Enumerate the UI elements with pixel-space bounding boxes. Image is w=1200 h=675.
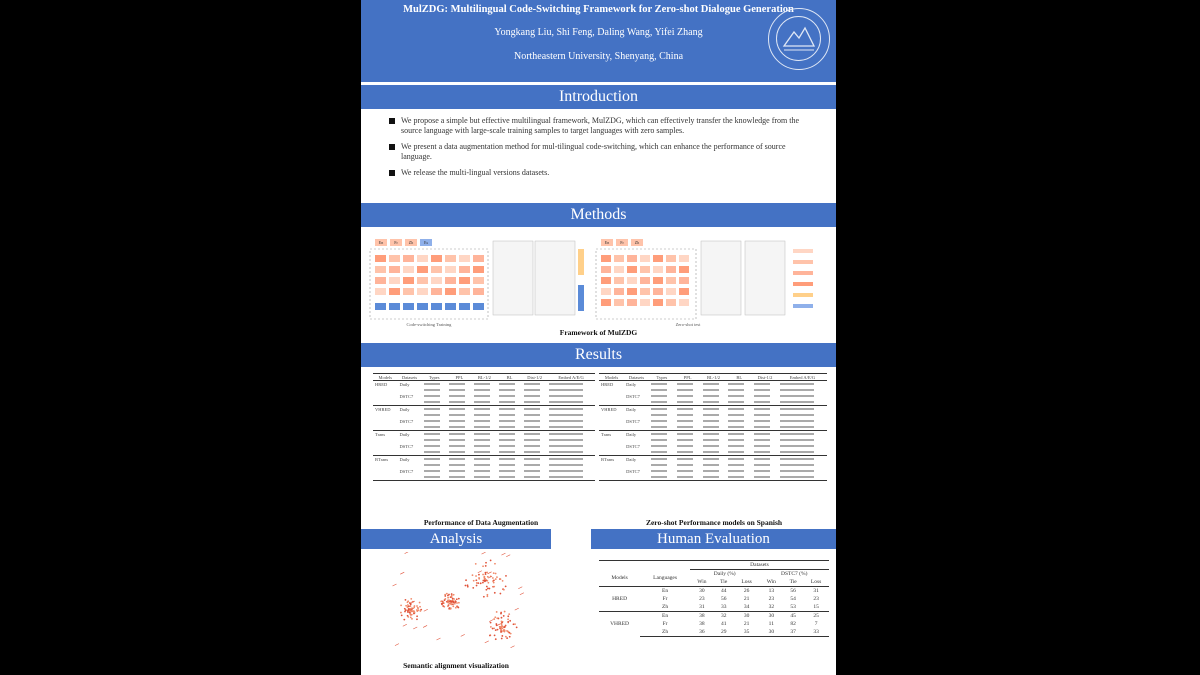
he-value: 44 bbox=[714, 587, 734, 596]
he-value: 21 bbox=[743, 596, 750, 602]
he-value: 30 bbox=[690, 587, 714, 596]
results-cell bbox=[447, 474, 472, 481]
results-dataset: DSTC7 bbox=[626, 418, 640, 424]
results-column-header: PPL bbox=[447, 374, 472, 381]
results-column-header: BL-1/2 bbox=[701, 374, 727, 381]
he-languages-header: Languages bbox=[653, 574, 677, 581]
results-dataset: Daily bbox=[397, 456, 421, 463]
results-column-header: Datasets bbox=[397, 374, 421, 381]
results-dataset: Daily bbox=[397, 431, 421, 438]
he-sub: Win bbox=[697, 579, 707, 585]
he-value: 33 bbox=[720, 604, 727, 610]
results-dataset: DSTC7 bbox=[399, 393, 414, 399]
he-value: 7 bbox=[814, 621, 818, 627]
poster-affiliation: Northeastern University, Shenyang, China bbox=[513, 51, 684, 62]
table-row bbox=[599, 393, 827, 399]
results-dataset: Daily bbox=[624, 406, 649, 413]
table-row bbox=[599, 456, 827, 463]
he-value: 25 bbox=[803, 612, 829, 621]
results-dataset: DSTC7 bbox=[399, 443, 414, 449]
table-row bbox=[373, 456, 595, 463]
results-dataset: DSTC7 bbox=[626, 468, 640, 474]
results-cell bbox=[675, 474, 701, 481]
he-sub: Win bbox=[766, 579, 776, 585]
he-language: Zh bbox=[661, 604, 669, 610]
table-row bbox=[599, 418, 827, 424]
he-value: 31 bbox=[803, 587, 829, 596]
university-seal-icon bbox=[768, 8, 830, 70]
table-row bbox=[599, 587, 829, 596]
he-value: 56 bbox=[720, 596, 727, 602]
he-value: 37 bbox=[783, 628, 803, 637]
he-value: 32 bbox=[768, 604, 775, 610]
table-row bbox=[599, 381, 827, 388]
results-dataset: DSTC7 bbox=[399, 468, 414, 474]
he-language: En bbox=[640, 612, 690, 621]
section-introduction: Introduction bbox=[361, 85, 836, 109]
results-cell bbox=[726, 474, 752, 481]
results-column-header: Embed A/E/G bbox=[547, 374, 595, 381]
he-language: Zh bbox=[640, 628, 690, 637]
results-dataset: DSTC7 bbox=[626, 443, 640, 449]
table-row bbox=[599, 443, 827, 449]
augmentation-table bbox=[373, 373, 595, 481]
he-sub: Loss bbox=[810, 579, 822, 585]
svg-text:Fr: Fr bbox=[620, 240, 624, 245]
he-value: 56 bbox=[783, 587, 803, 596]
results-model: VHRED bbox=[599, 406, 624, 413]
he-model-name: VHRED bbox=[599, 612, 640, 637]
poster-title: MulZDG: Multilingual Code-Switching Framework for Zero-shot Dialogue Generation bbox=[403, 4, 794, 15]
table-row bbox=[373, 443, 595, 449]
results-dataset: Daily bbox=[624, 381, 649, 388]
he-value: 23 bbox=[699, 596, 705, 602]
svg-text:En: En bbox=[378, 240, 384, 245]
he-value: 26 bbox=[734, 587, 760, 596]
he-model-name: HRED bbox=[599, 587, 640, 612]
results-cell bbox=[701, 474, 727, 481]
svg-text:Es: Es bbox=[424, 240, 428, 245]
table-row bbox=[373, 418, 595, 424]
table-row bbox=[599, 468, 827, 474]
framework-diagram-right bbox=[593, 235, 833, 327]
he-value: 23 bbox=[813, 596, 819, 602]
svg-text:Zh: Zh bbox=[634, 240, 640, 245]
he-sub: Tie bbox=[720, 579, 728, 585]
he-value: 34 bbox=[743, 604, 750, 610]
results-dataset: Daily bbox=[624, 456, 649, 463]
results-model: BTrans bbox=[373, 456, 397, 463]
he-value: 11 bbox=[768, 621, 774, 627]
intro-bullet: We propose a simple but effective multilingual framework, MulZDG, which can effectively transfer the knowledge from the source language with large-scale training samples to target languages with zero samples. bbox=[389, 116, 809, 136]
poster-authors: Yongkang Liu, Shi Feng, Daling Wang, Yifei Zhang bbox=[494, 27, 703, 38]
results-column-header: BL bbox=[726, 374, 752, 381]
he-value: 13 bbox=[759, 587, 783, 596]
results-column-header: Dist-1/2 bbox=[752, 374, 778, 381]
he-value: 23 bbox=[768, 596, 775, 602]
results-model: VHRED bbox=[373, 406, 397, 413]
intro-bullet: We release the multi-lingual versions datasets. bbox=[389, 168, 809, 178]
results-cell bbox=[422, 474, 447, 481]
he-value: 53 bbox=[790, 604, 796, 610]
he-language: Fr bbox=[662, 621, 668, 627]
he-language: Fr bbox=[662, 596, 668, 602]
he-daily-header: Daily (%) bbox=[690, 570, 759, 579]
svg-text:En: En bbox=[604, 240, 610, 245]
section-results: Results bbox=[361, 343, 836, 367]
results-cell bbox=[752, 474, 778, 481]
results-dataset: Daily bbox=[397, 381, 421, 388]
results-dataset: DSTC7 bbox=[399, 418, 414, 424]
section-methods: Methods bbox=[361, 203, 836, 227]
results-model: Trans bbox=[373, 431, 397, 438]
svg-text:Zh: Zh bbox=[408, 240, 414, 245]
he-value: 41 bbox=[720, 621, 727, 627]
results-column-header: Embed A/E/G bbox=[778, 374, 827, 381]
he-value: 38 bbox=[699, 621, 705, 627]
results-cell bbox=[472, 474, 497, 481]
table-row bbox=[373, 393, 595, 399]
results-column-header: BL bbox=[497, 374, 522, 381]
he-dstc-header: DSTC7 (%) bbox=[759, 570, 829, 579]
he-sub: Tie bbox=[789, 579, 797, 585]
results-model: HRED bbox=[599, 381, 624, 388]
methods-caption: Framework of MulZDG bbox=[559, 328, 638, 337]
results-model: HRED bbox=[373, 381, 397, 388]
table-row bbox=[599, 474, 827, 481]
he-value: 30 bbox=[759, 612, 783, 621]
table-row bbox=[373, 468, 595, 474]
he-value: 29 bbox=[714, 628, 734, 637]
he-value: 30 bbox=[734, 612, 760, 621]
table-row bbox=[373, 474, 595, 481]
results-cell bbox=[649, 474, 675, 481]
framework-diagram-left bbox=[367, 235, 592, 327]
section-human-evaluation: Human Evaluation bbox=[591, 529, 836, 549]
he-datasets-header: Datasets bbox=[690, 561, 829, 570]
results-cell bbox=[547, 474, 595, 481]
he-models-header: Models bbox=[611, 574, 628, 581]
table-row bbox=[599, 612, 829, 621]
he-value: 31 bbox=[699, 604, 705, 610]
table-row bbox=[373, 431, 595, 438]
results-dataset: DSTC7 bbox=[626, 393, 640, 399]
analysis-caption: Semantic alignment visualization bbox=[403, 661, 509, 670]
he-value: 32 bbox=[714, 612, 734, 621]
zeroshot-table bbox=[599, 373, 827, 481]
table-row bbox=[599, 406, 827, 413]
results-column-header: BL-1/2 bbox=[472, 374, 497, 381]
table-row bbox=[373, 381, 595, 388]
results-column-header: Datasets bbox=[624, 374, 649, 381]
results-dataset: Daily bbox=[397, 406, 421, 413]
he-value: 15 bbox=[813, 604, 819, 610]
results-column-header: Types bbox=[649, 374, 675, 381]
he-value: 21 bbox=[743, 621, 750, 627]
he-sub: Loss bbox=[741, 579, 752, 585]
he-value: 30 bbox=[759, 628, 783, 637]
results-right-caption: Zero-shot Performance models on Spanish bbox=[645, 518, 783, 527]
results-cell bbox=[497, 474, 522, 481]
svg-text:Fr: Fr bbox=[394, 240, 398, 245]
he-value: 36 bbox=[690, 628, 714, 637]
he-value: 35 bbox=[734, 628, 760, 637]
diagram-left-label: Code-switching Training bbox=[406, 322, 452, 327]
results-cell bbox=[522, 474, 547, 481]
results-left-caption: Performance of Data Augmentation bbox=[423, 518, 539, 527]
section-analysis: Analysis bbox=[361, 529, 551, 549]
table-row bbox=[373, 406, 595, 413]
he-value: 33 bbox=[803, 628, 829, 637]
results-column-header: Models bbox=[373, 374, 397, 381]
results-column-header: Types bbox=[422, 374, 447, 381]
results-dataset: Daily bbox=[624, 431, 649, 438]
results-column-header: Dist-1/2 bbox=[522, 374, 547, 381]
human-evaluation-table bbox=[599, 560, 829, 637]
he-language: En bbox=[640, 587, 690, 596]
results-column-header: Models bbox=[599, 374, 624, 381]
results-column-header: PPL bbox=[675, 374, 701, 381]
he-value: 38 bbox=[690, 612, 714, 621]
intro-bullet: We present a data augmentation method for mul-tilingual code-switching, which can enhance the performance of source language. bbox=[389, 142, 809, 162]
results-model: Trans bbox=[599, 431, 624, 438]
poster bbox=[361, 0, 836, 675]
table-row bbox=[599, 431, 827, 438]
he-value: 54 bbox=[790, 596, 796, 602]
poster-header bbox=[361, 0, 836, 82]
diagram-right-label: Zero-shot test bbox=[675, 322, 701, 327]
introduction-body bbox=[389, 116, 809, 184]
he-value: 45 bbox=[783, 612, 803, 621]
results-model: BTrans bbox=[599, 456, 624, 463]
alignment-visualization bbox=[391, 552, 526, 657]
results-cell bbox=[778, 474, 827, 481]
he-value: 82 bbox=[790, 621, 796, 627]
